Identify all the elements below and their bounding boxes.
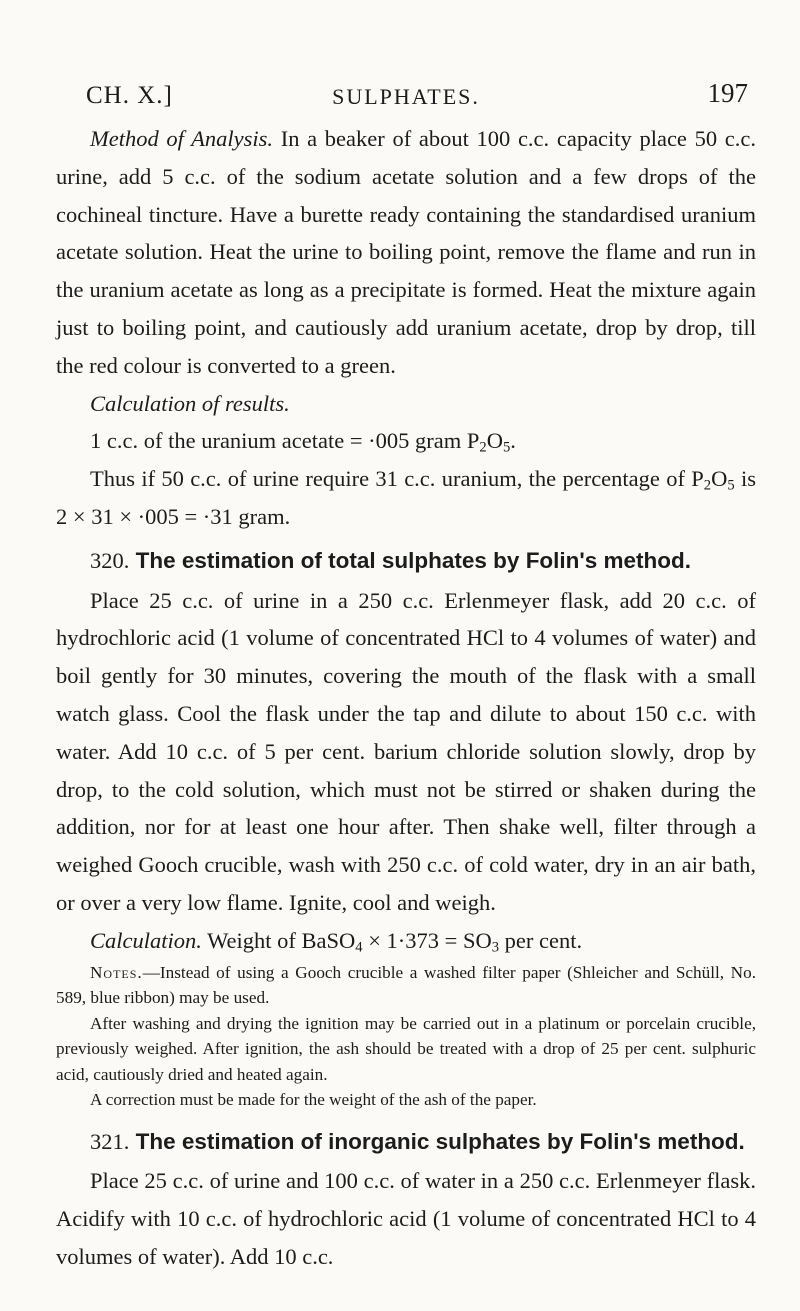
page-number: 197 bbox=[707, 78, 748, 108]
section-320-text: Place 25 c.c. of urine in a 250 c.c. Erlenmeyer flask, add 20 c.c. of hydrochloric acid (1 volume of concentrated HCl to 4 volumes of water) and boil gently for 30 minutes, covering the mouth of the flask with a small watch glass. Cool the flask under the tap and dilute to about 150 c.c. with water. Add 10 c.c. of 5 per cent. barium chloride solution slowly, drop by drop, to the cold solution, which must not be stirred or shaken during the addition, nor for at least one hour after. Then shake well, filter through a weighed Gooch crucible, wash with 250 c.c. of cold water, dry in an air bath, or over a very low flame. Ignite, cool and weigh. bbox=[56, 587, 756, 915]
note-3: A correction must be made for the weight of the ash of the paper. bbox=[90, 1090, 537, 1110]
section-321-heading: 321. The estimation of inorganic sulphates by Folin's method. bbox=[90, 1128, 745, 1154]
section-321-text: Place 25 c.c. of urine and 100 c.c. of water in a 250 c.c. Erlenmeyer flask. Acidify with 10 c.c. of hydrochloric acid (1 volume of concentrated HCl to 4 volumes of water). Add 10 c.c. bbox=[56, 1168, 756, 1269]
note-1: Notes.—Instead of using a Gooch crucible a washed filter paper (Shleicher and Schüll, No. 589, blue ribbon) may be used. bbox=[56, 962, 756, 1008]
calc-results-heading: Calculation of results. bbox=[90, 390, 290, 416]
book-page bbox=[56, 0, 756, 1276]
calc-line-2: Thus if 50 c.c. of urine require 31 c.c. uranium, the percentage of $P_2O_5$ is 2 × 31 × ·005 = ·31 gram. bbox=[56, 466, 756, 529]
method-text: In a beaker of about 100 c.c. capacity place 50 c.c. urine, add 5 c.c. of the sodium acetate solution and a few drops of the cochineal tincture. Have a burette ready containing the standardised uranium acetate solution. Heat the urine to boiling point, remove the flame and run in the uranium acetate as long as a precipitate is formed. Heat the mixture again just to boiling point, and cautiously add uranium acetate, drop by drop, till the red colour is converted to a green. bbox=[56, 126, 756, 378]
method-paragraph bbox=[56, 120, 756, 385]
running-header bbox=[56, 0, 756, 120]
note-2: After washing and drying the ignition may be carried out in a platinum or porcelain crucible, previously weighed. After ignition, the ash should be treated with a drop of 25 per cent. sulphuric acid, cautiously dried and heated again. bbox=[56, 1013, 756, 1084]
section-320-heading: 320. The estimation of total sulphates by Folin's method. bbox=[90, 547, 692, 573]
chapter-label: CH. X.] bbox=[86, 82, 173, 109]
calc-line-1: 1 c.c. of the uranium acetate = ·005 gram $P_2O_5$. bbox=[90, 428, 516, 457]
section-320-calculation: Calculation. Weight of BaSO$_4$ × $1\cdot 373 = SO_3$ per cent. bbox=[90, 927, 583, 956]
method-heading: Method of Analysis. bbox=[90, 126, 274, 151]
notes-label: Notes. bbox=[90, 962, 143, 982]
running-title: SULPHATES. bbox=[332, 84, 480, 109]
